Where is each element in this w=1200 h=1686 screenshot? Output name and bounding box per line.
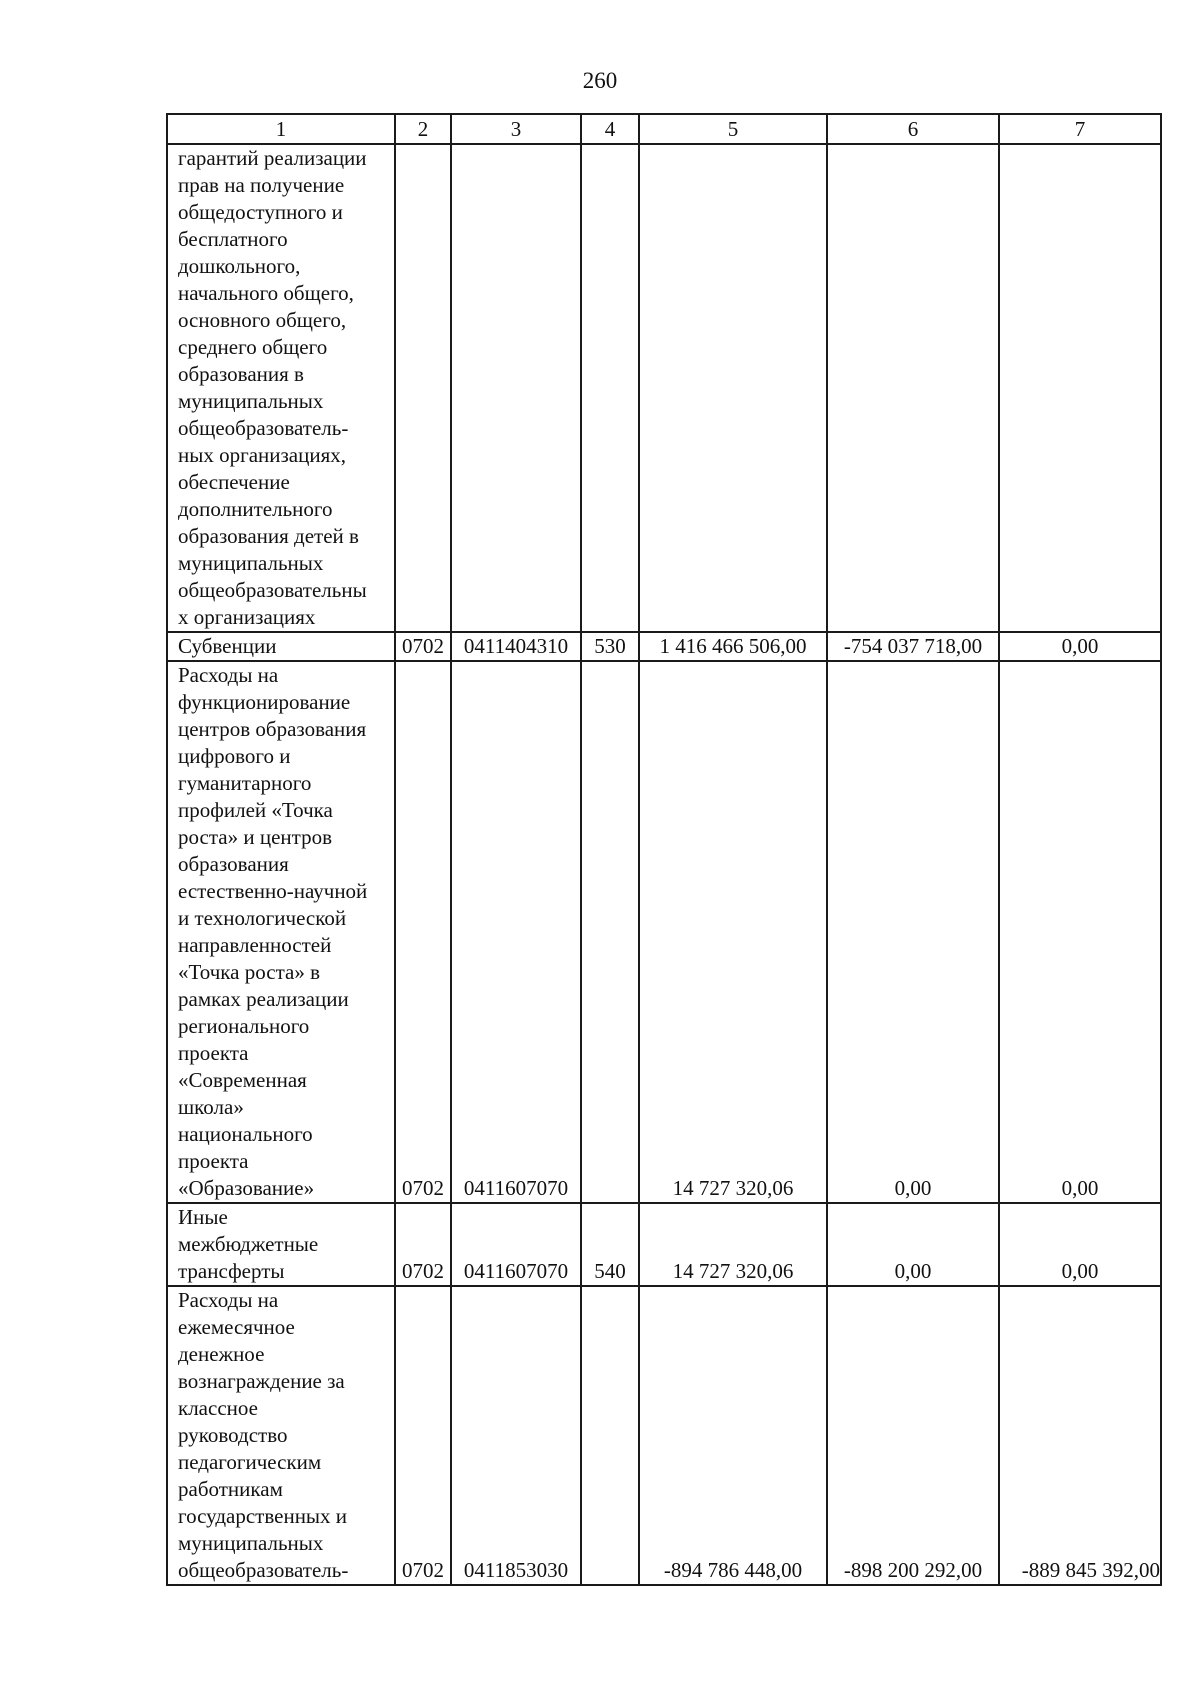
row-kind: 540	[581, 1203, 639, 1286]
row-amount-2: -898 200 292,00	[827, 1286, 999, 1585]
row-target	[451, 144, 581, 632]
row-description: гарантий реализации прав на получение общедоступного и бесплатного дошкольного, начального общего, основного общего, среднего общего образования в муниципальных общеобразователь- ных организациях, обеспечение дополнительного образования детей в муниципальных общеобразовательны х организациях	[167, 144, 395, 632]
column-header: 2	[395, 114, 451, 144]
row-section: 0702	[395, 1203, 451, 1286]
row-amount-3: 0,00	[999, 1203, 1161, 1286]
row-amount-2	[827, 144, 999, 632]
column-number-row	[167, 114, 1161, 144]
table-row	[167, 144, 1161, 632]
row-amount-1: -894 786 448,00	[639, 1286, 827, 1585]
row-amount-1: 1 416 466 506,00	[639, 632, 827, 661]
row-amount-2: -754 037 718,00	[827, 632, 999, 661]
table-row	[167, 1203, 1161, 1286]
row-target: 0411404310	[451, 632, 581, 661]
row-amount-1: 14 727 320,06	[639, 661, 827, 1203]
column-header: 5	[639, 114, 827, 144]
row-kind	[581, 144, 639, 632]
row-section: 0702	[395, 661, 451, 1203]
table-row	[167, 661, 1161, 1203]
row-target: 0411607070	[451, 1203, 581, 1286]
row-amount-3: 0,00	[999, 632, 1161, 661]
column-header: 3	[451, 114, 581, 144]
column-header: 4	[581, 114, 639, 144]
row-amount-2: 0,00	[827, 661, 999, 1203]
row-amount-2: 0,00	[827, 1203, 999, 1286]
column-header: 6	[827, 114, 999, 144]
table-row	[167, 632, 1161, 661]
column-header: 7	[999, 114, 1161, 144]
row-amount-1	[639, 144, 827, 632]
row-kind	[581, 661, 639, 1203]
row-target: 0411853030	[451, 1286, 581, 1585]
row-amount-1: 14 727 320,06	[639, 1203, 827, 1286]
row-kind: 530	[581, 632, 639, 661]
row-description: Расходы на функционирование центров образования цифрового и гуманитарного профилей «Точка роста» и центров образования естественно-научной и технологической направленностей «Точка роста» в рамках реализации регионального проекта «Современная школа» национального проекта «Образование»	[167, 661, 395, 1203]
row-amount-3	[999, 144, 1161, 632]
row-section: 0702	[395, 1286, 451, 1585]
budget-table	[166, 113, 1162, 1586]
table-row	[167, 1286, 1161, 1585]
row-section: 0702	[395, 632, 451, 661]
row-target: 0411607070	[451, 661, 581, 1203]
row-kind	[581, 1286, 639, 1585]
row-amount-3: -889 845 392,00	[999, 1286, 1161, 1585]
row-section	[395, 144, 451, 632]
row-description: Расходы на ежемесячное денежное вознаграждение за классное руководство педагогическим работникам государственных и муниципальных общеобразователь-	[167, 1286, 395, 1585]
row-description: Субвенции	[167, 632, 395, 661]
page-number: 260	[582, 68, 618, 93]
column-header: 1	[167, 114, 395, 144]
row-amount-3: 0,00	[999, 661, 1161, 1203]
row-description: Иные межбюджетные трансферты	[167, 1203, 395, 1286]
